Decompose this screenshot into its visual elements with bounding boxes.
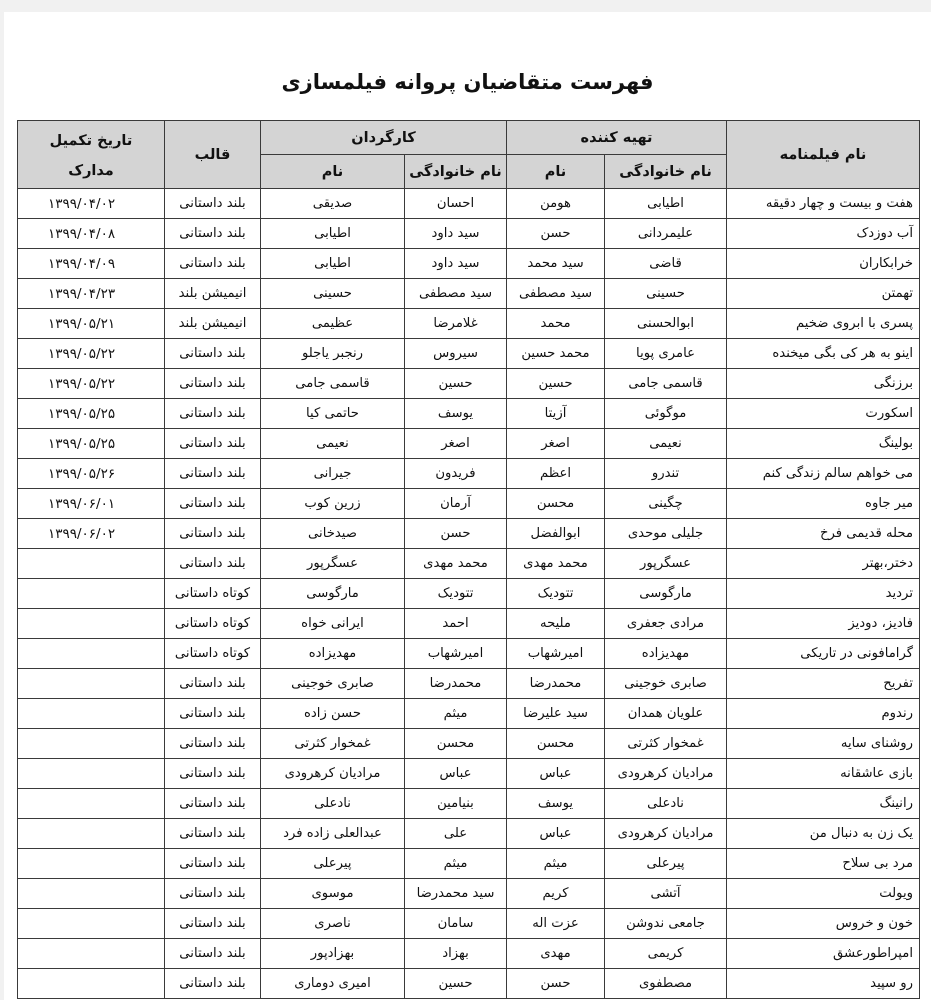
director-name-cell: عسگرپور — [261, 549, 405, 579]
format-cell: بلند داستانی — [165, 369, 261, 399]
table-row — [18, 909, 920, 939]
director-name-cell: پیرعلی — [261, 849, 405, 879]
format-cell: بلند داستانی — [165, 969, 261, 999]
film-name-cell: پسری با ابروی ضخیم — [727, 309, 920, 339]
director-name-cell: اطیابی — [261, 219, 405, 249]
producer-name-cell: امیرشهاب — [507, 639, 605, 669]
format-cell: کوتاه داستانی — [165, 639, 261, 669]
format-cell: بلند داستانی — [165, 489, 261, 519]
table-row — [18, 519, 920, 549]
producer-name-cell: تتودیک — [507, 579, 605, 609]
director-family-cell: سامان — [405, 909, 507, 939]
producer-family-cell: پیرعلی — [605, 849, 727, 879]
director-family-cell: سید مصطفی — [405, 279, 507, 309]
producer-name-cell: محمد حسین — [507, 339, 605, 369]
table-row — [18, 489, 920, 519]
director-name-cell: صیدخانی — [261, 519, 405, 549]
completion-date-cell — [18, 909, 165, 939]
director-name-cell: حاتمی کیا — [261, 399, 405, 429]
director-family-cell: بهزاد — [405, 939, 507, 969]
header-format: قالب — [165, 121, 261, 189]
director-family-cell: امیرشهاب — [405, 639, 507, 669]
table-row — [18, 339, 920, 369]
film-name-cell: تردید — [727, 579, 920, 609]
producer-family-cell: غمخوار کثرتی — [605, 729, 727, 759]
director-name-cell: مرادیان کرهرودی — [261, 759, 405, 789]
table-row — [18, 849, 920, 879]
director-family-cell: اصغر — [405, 429, 507, 459]
document-title: فهرست متقاضیان پروانه فیلمسازی — [281, 70, 654, 94]
director-family-cell: محمد مهدی — [405, 549, 507, 579]
film-name-cell: امپراطورعشق — [727, 939, 920, 969]
producer-name-cell: کریم — [507, 879, 605, 909]
table-row — [18, 729, 920, 759]
producer-family-cell: مرادی جعفری — [605, 609, 727, 639]
film-name-cell: اینو به هر کی بگی میخنده — [727, 339, 920, 369]
director-family-cell: بنیامین — [405, 789, 507, 819]
table-row — [18, 369, 920, 399]
producer-family-cell: اطیابی — [605, 189, 727, 219]
completion-date-cell — [18, 759, 165, 789]
table-row — [18, 759, 920, 789]
producer-family-cell: موگوئی — [605, 399, 727, 429]
film-name-cell: هفت و بیست و چهار دقیقه — [727, 189, 920, 219]
producer-name-cell: محمد مهدی — [507, 549, 605, 579]
film-name-cell: برزنگی — [727, 369, 920, 399]
producer-name-cell: محسن — [507, 729, 605, 759]
format-cell: بلند داستانی — [165, 849, 261, 879]
director-family-cell: احمد — [405, 609, 507, 639]
completion-date-cell — [18, 849, 165, 879]
header-date-line2: مدارک — [68, 162, 114, 179]
film-name-cell: ویولت — [727, 879, 920, 909]
table-row — [18, 939, 920, 969]
director-name-cell: بهزادپور — [261, 939, 405, 969]
format-cell: انیمیشن بلند — [165, 279, 261, 309]
producer-family-cell: علویان همدان — [605, 699, 727, 729]
director-family-cell: سید داود — [405, 249, 507, 279]
producer-name-cell: عباس — [507, 819, 605, 849]
producer-name-cell: اعظم — [507, 459, 605, 489]
completion-date-cell — [18, 699, 165, 729]
producer-name-cell: یوسف — [507, 789, 605, 819]
completion-date-cell — [18, 549, 165, 579]
producer-family-cell: ابوالحسنی — [605, 309, 727, 339]
producer-name-cell: حسین — [507, 369, 605, 399]
completion-date-cell — [18, 879, 165, 909]
table-row — [18, 189, 920, 219]
film-name-cell: بولینگ — [727, 429, 920, 459]
film-name-cell: روشنای سایه — [727, 729, 920, 759]
completion-date-cell: ۱۳۹۹/۰۵/۲۱ — [18, 309, 165, 339]
format-cell: بلند داستانی — [165, 699, 261, 729]
director-name-cell: حسن زاده — [261, 699, 405, 729]
producer-family-cell: مارگوسی — [605, 579, 727, 609]
completion-date-cell — [18, 639, 165, 669]
producer-name-cell: محسن — [507, 489, 605, 519]
format-cell: کوتاه داستانی — [165, 579, 261, 609]
film-name-cell: اسکورت — [727, 399, 920, 429]
director-family-cell: تتودیک — [405, 579, 507, 609]
producer-name-cell: عزت اله — [507, 909, 605, 939]
producer-family-cell: آتشی — [605, 879, 727, 909]
completion-date-cell: ۱۳۹۹/۰۴/۰۸ — [18, 219, 165, 249]
format-cell: بلند داستانی — [165, 189, 261, 219]
director-family-cell: حسین — [405, 369, 507, 399]
header-film-name: نام فیلمنامه — [727, 121, 920, 189]
director-name-cell: ناصری — [261, 909, 405, 939]
completion-date-cell: ۱۳۹۹/۰۶/۰۲ — [18, 519, 165, 549]
completion-date-cell — [18, 939, 165, 969]
film-name-cell: تهمتن — [727, 279, 920, 309]
producer-name-cell: اصغر — [507, 429, 605, 459]
producer-name-cell: آزیتا — [507, 399, 605, 429]
producer-family-cell: قاسمی جامی — [605, 369, 727, 399]
producer-family-cell: مصطفوی — [605, 969, 727, 999]
director-name-cell: رنجبر یاجلو — [261, 339, 405, 369]
producer-family-cell: مهدیزاده — [605, 639, 727, 669]
director-name-cell: مهدیزاده — [261, 639, 405, 669]
producer-family-cell: عسگرپور — [605, 549, 727, 579]
director-name-cell: نادعلی — [261, 789, 405, 819]
producer-family-cell: علیمردانی — [605, 219, 727, 249]
director-family-cell: یوسف — [405, 399, 507, 429]
producer-name-cell: میثم — [507, 849, 605, 879]
producer-name-cell: محمد — [507, 309, 605, 339]
format-cell: بلند داستانی — [165, 459, 261, 489]
table-row — [18, 549, 920, 579]
film-name-cell: گرامافونی در تاریکی — [727, 639, 920, 669]
table-row — [18, 579, 920, 609]
format-cell: بلند داستانی — [165, 429, 261, 459]
completion-date-cell: ۱۳۹۹/۰۴/۲۳ — [18, 279, 165, 309]
director-family-cell: علی — [405, 819, 507, 849]
producer-name-cell: ملیحه — [507, 609, 605, 639]
table-row — [18, 429, 920, 459]
header-director-family: نام خانوادگی — [405, 155, 507, 189]
producer-name-cell: حسن — [507, 219, 605, 249]
table-row — [18, 699, 920, 729]
completion-date-cell — [18, 669, 165, 699]
producer-name-cell: عباس — [507, 759, 605, 789]
completion-date-cell: ۱۳۹۹/۰۵/۲۲ — [18, 369, 165, 399]
producer-family-cell: نعیمی — [605, 429, 727, 459]
film-name-cell: رو سپید — [727, 969, 920, 999]
film-name-cell: مرد بی سلاح — [727, 849, 920, 879]
table-row — [18, 819, 920, 849]
format-cell: بلند داستانی — [165, 759, 261, 789]
header-row-top — [18, 121, 920, 155]
film-name-cell: رانینگ — [727, 789, 920, 819]
director-name-cell: امیری دوماری — [261, 969, 405, 999]
producer-family-cell: قاضی — [605, 249, 727, 279]
producer-family-cell: جامعی ندوشن — [605, 909, 727, 939]
completion-date-cell — [18, 579, 165, 609]
document-page — [4, 12, 931, 1000]
director-name-cell: حسینی — [261, 279, 405, 309]
applicants-table — [17, 120, 920, 999]
header-completion-date — [18, 121, 165, 189]
director-family-cell: حسن — [405, 519, 507, 549]
table-row — [18, 219, 920, 249]
format-cell: بلند داستانی — [165, 879, 261, 909]
director-name-cell: عظیمی — [261, 309, 405, 339]
producer-family-cell: کریمی — [605, 939, 727, 969]
format-cell: بلند داستانی — [165, 549, 261, 579]
film-name-cell: می خواهم سالم زندگی کنم — [727, 459, 920, 489]
header-director: کارگردان — [261, 121, 507, 155]
format-cell: بلند داستانی — [165, 249, 261, 279]
film-name-cell: فادیز، دودیز — [727, 609, 920, 639]
director-family-cell: احسان — [405, 189, 507, 219]
director-family-cell: محمدرضا — [405, 669, 507, 699]
director-name-cell: ایرانی خواه — [261, 609, 405, 639]
header-producer-family: نام خانوادگی — [605, 155, 727, 189]
table-row — [18, 639, 920, 669]
director-name-cell: مارگوسی — [261, 579, 405, 609]
table-row — [18, 609, 920, 639]
director-name-cell: نعیمی — [261, 429, 405, 459]
film-name-cell: یک زن به دنبال من — [727, 819, 920, 849]
table-row — [18, 969, 920, 999]
director-family-cell: حسین — [405, 969, 507, 999]
table-row — [18, 879, 920, 909]
producer-name-cell: سید مصطفی — [507, 279, 605, 309]
director-family-cell: سید داود — [405, 219, 507, 249]
director-family-cell: فریدون — [405, 459, 507, 489]
film-name-cell: خون و خروس — [727, 909, 920, 939]
format-cell: بلند داستانی — [165, 909, 261, 939]
completion-date-cell: ۱۳۹۹/۰۴/۰۲ — [18, 189, 165, 219]
director-family-cell: سید محمدرضا — [405, 879, 507, 909]
film-name-cell: تفریح — [727, 669, 920, 699]
film-name-cell: آب دوزدک — [727, 219, 920, 249]
director-family-cell: محسن — [405, 729, 507, 759]
completion-date-cell: ۱۳۹۹/۰۵/۲۶ — [18, 459, 165, 489]
producer-name-cell: ابوالفضل — [507, 519, 605, 549]
producer-family-cell: جلیلی موحدی — [605, 519, 727, 549]
producer-family-cell: تندرو — [605, 459, 727, 489]
header-producer-name: نام — [507, 155, 605, 189]
producer-name-cell: سید محمد — [507, 249, 605, 279]
director-family-cell: آرمان — [405, 489, 507, 519]
producer-family-cell: چگینی — [605, 489, 727, 519]
format-cell: بلند داستانی — [165, 519, 261, 549]
table-row — [18, 459, 920, 489]
format-cell: بلند داستانی — [165, 819, 261, 849]
director-name-cell: قاسمی جامی — [261, 369, 405, 399]
director-name-cell: موسوی — [261, 879, 405, 909]
director-name-cell: صابری خوجینی — [261, 669, 405, 699]
completion-date-cell: ۱۳۹۹/۰۵/۲۵ — [18, 399, 165, 429]
director-name-cell: زرین کوب — [261, 489, 405, 519]
table-row — [18, 399, 920, 429]
director-name-cell: عبدالعلی زاده فرد — [261, 819, 405, 849]
completion-date-cell — [18, 789, 165, 819]
director-name-cell: اطیابی — [261, 249, 405, 279]
format-cell: بلند داستانی — [165, 339, 261, 369]
completion-date-cell: ۱۳۹۹/۰۵/۲۲ — [18, 339, 165, 369]
film-name-cell: دختر،بهتر — [727, 549, 920, 579]
producer-family-cell: نادعلی — [605, 789, 727, 819]
director-family-cell: عباس — [405, 759, 507, 789]
director-name-cell: غمخوار کثرتی — [261, 729, 405, 759]
table-row — [18, 279, 920, 309]
completion-date-cell — [18, 729, 165, 759]
header-director-name: نام — [261, 155, 405, 189]
producer-name-cell: مهدی — [507, 939, 605, 969]
format-cell: بلند داستانی — [165, 729, 261, 759]
format-cell: بلند داستانی — [165, 399, 261, 429]
table-row — [18, 789, 920, 819]
completion-date-cell: ۱۳۹۹/۰۶/۰۱ — [18, 489, 165, 519]
producer-name-cell: هومن — [507, 189, 605, 219]
completion-date-cell: ۱۳۹۹/۰۵/۲۵ — [18, 429, 165, 459]
format-cell: کوتاه داستانی — [165, 609, 261, 639]
format-cell: بلند داستانی — [165, 939, 261, 969]
producer-family-cell: مرادیان کرهرودی — [605, 759, 727, 789]
director-family-cell: میثم — [405, 699, 507, 729]
completion-date-cell: ۱۳۹۹/۰۴/۰۹ — [18, 249, 165, 279]
completion-date-cell — [18, 609, 165, 639]
header-date-line1: تاریخ تکمیل — [49, 132, 133, 149]
director-family-cell: سیروس — [405, 339, 507, 369]
film-name-cell: محله قدیمی فرخ — [727, 519, 920, 549]
producer-name-cell: حسن — [507, 969, 605, 999]
completion-date-cell — [18, 819, 165, 849]
film-name-cell: میر جاوه — [727, 489, 920, 519]
director-family-cell: میثم — [405, 849, 507, 879]
film-name-cell: بازی عاشقانه — [727, 759, 920, 789]
director-name-cell: صدیقی — [261, 189, 405, 219]
producer-name-cell: محمدرضا — [507, 669, 605, 699]
table-row — [18, 669, 920, 699]
format-cell: بلند داستانی — [165, 219, 261, 249]
producer-name-cell: سید علیرضا — [507, 699, 605, 729]
header-producer: تهیه کننده — [507, 121, 727, 155]
director-name-cell: جیرانی — [261, 459, 405, 489]
table-row — [18, 309, 920, 339]
table-row — [18, 249, 920, 279]
film-name-cell: رندوم — [727, 699, 920, 729]
film-name-cell: خرابکاران — [727, 249, 920, 279]
producer-family-cell: مرادیان کرهرودی — [605, 819, 727, 849]
format-cell: انیمیشن بلند — [165, 309, 261, 339]
producer-family-cell: حسینی — [605, 279, 727, 309]
format-cell: بلند داستانی — [165, 669, 261, 699]
producer-family-cell: عامری پویا — [605, 339, 727, 369]
format-cell: بلند داستانی — [165, 789, 261, 819]
completion-date-cell — [18, 969, 165, 999]
director-family-cell: غلامرضا — [405, 309, 507, 339]
table-body — [18, 189, 920, 999]
producer-family-cell: صابری خوجینی — [605, 669, 727, 699]
